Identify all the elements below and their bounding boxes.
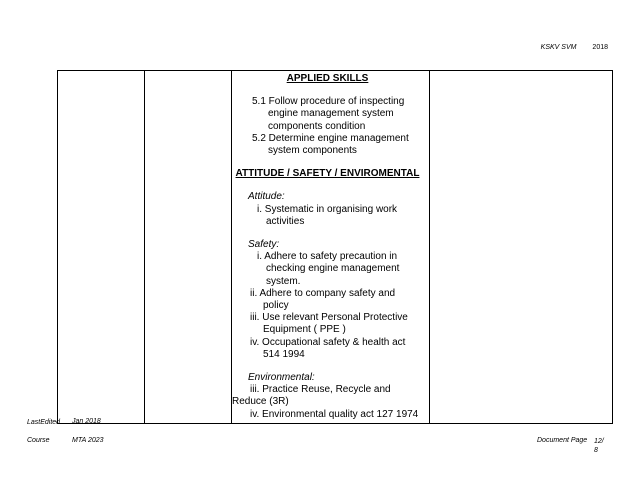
content-table — [57, 70, 613, 424]
applied-item: 5.1 Follow procedure of inspecting engine management system components condition — [252, 96, 405, 132]
header-org: KSKV SVM — [540, 44, 577, 51]
ase-title: ATTITUDE / SAFETY / ENVIROMENTAL — [235, 168, 420, 180]
table-cell-4 — [430, 71, 613, 424]
attitude-heading: Attitude: — [248, 191, 285, 203]
attitude-item: i. Systematic in organising work activities — [257, 203, 398, 227]
environmental-heading: Environmental: — [248, 372, 315, 384]
last-edited-value: Jan 2018 — [72, 418, 101, 425]
applied-item: 5.2 Determine engine management system components — [252, 132, 409, 157]
table-cell-1 — [58, 71, 145, 424]
safety-item: iv. Occupational safety & health act 514 1994 — [250, 336, 406, 360]
course-value: MTA 2023 — [72, 437, 104, 444]
header-year: 2018 — [592, 44, 608, 51]
safety-item: ii. Adhere to company safety and policy — [250, 287, 396, 312]
safety-heading: Safety: — [248, 239, 280, 251]
environmental-item: iv. Environmental quality act 127 1974 — [250, 408, 419, 420]
document-page-label: Document Page — [537, 437, 588, 444]
table-cell-content — [232, 71, 430, 424]
environmental-item: iii. Practice Reuse, Recycle and Reduce (3R) — [232, 384, 391, 408]
page-header — [541, 44, 608, 51]
applied-skills-title: APPLIED SKILLS — [286, 73, 369, 84]
document-page-value: 12/8 — [594, 438, 604, 454]
last-edited-label: LastEdited — [27, 419, 61, 426]
safety-item: i. Adhere to safety precaution in checking engine management system. — [257, 251, 400, 287]
table-cell-2 — [145, 71, 232, 424]
course-label: Course — [27, 437, 50, 444]
safety-item: iii. Use relevant Personal Protective Equipment ( PPE ) — [250, 312, 408, 336]
